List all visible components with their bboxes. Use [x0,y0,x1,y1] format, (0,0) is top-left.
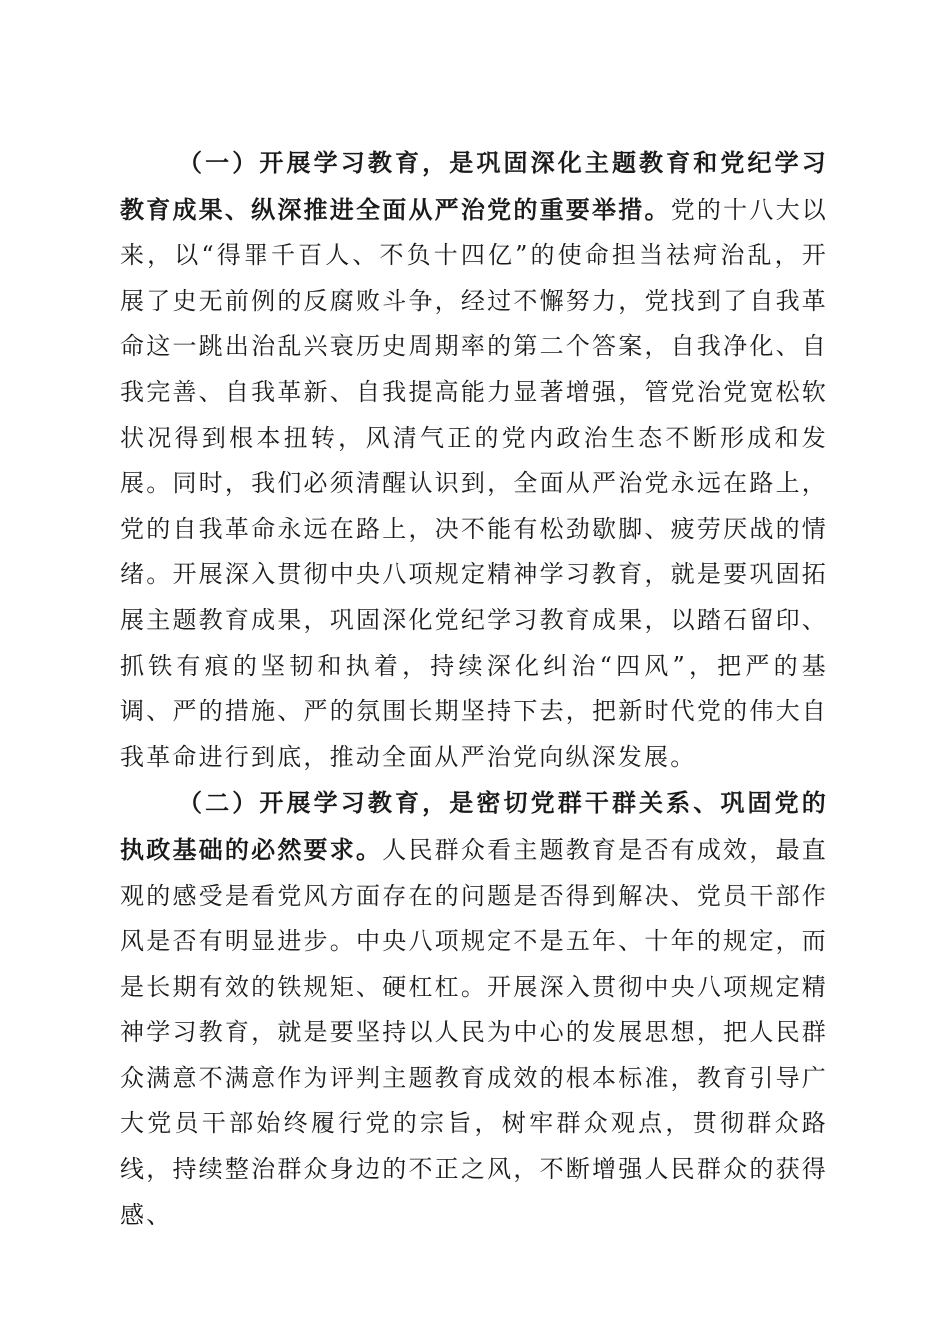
paragraph-2-body: 人民群众看主题教育是否有成效，最直观的感受是看党风方面存在的问题是否得到解决、党员干部作风是否有明显进步。中央八项规定不是五年、十年的规定，而是长期有效的铁规矩、硬杠杠。开展深入贯彻中央八项规定精神学习教育，就是要坚持以人民为中心的发展思想，把人民群众满意不满意作为评判主题教育成效的根本标准，教育引导广大党员干部始终履行党的宗旨，树牢群众观点，贯彻群众路线，持续整治群众身边的不正之风，不断增强人民群众的获得感、 [120,835,828,1229]
document-body [120,140,828,1238]
paragraph-1 [120,140,828,780]
paragraph-2 [120,780,828,1238]
paragraph-2-heading: （二）开展学习教育，是密切党群干群关系、巩固党的执政基础的必然要求。 [120,788,828,864]
paragraph-1-body: 党的十八大以来，以“得罪千百人、不负十四亿”的使命担当祛疴治乱，开展了史无前例的反腐败斗争，经过不懈努力，党找到了自我革命这一跳出治乱兴衰历史周期率的第二个答案，自我净化、自我完善、自我革新、自我提高能力显著增强，管党治党宽松软状况得到根本扭转，风清气正的党内政治生态不断形成和发展。同时，我们必须清醒认识到，全面从严治党永远在路上，党的自我革命永远在路上，决不能有松劲歇脚、疲劳厌战的情绪。开展深入贯彻中央八项规定精神学习教育，就是要巩固拓展主题教育成果，巩固深化党纪学习教育成果，以踏石留印、抓铁有痕的坚韧和执着，持续深化纠治“四风”，把严的基调、严的措施、严的氛围长期坚持下去，把新时代党的伟大自我革命进行到底，推动全面从严治党向纵深发展。 [120,195,829,771]
paragraph-1-heading: （一）开展学习教育，是巩固深化主题教育和党纪学习教育成果、纵深推进全面从严治党的重要举措。 [120,148,828,224]
